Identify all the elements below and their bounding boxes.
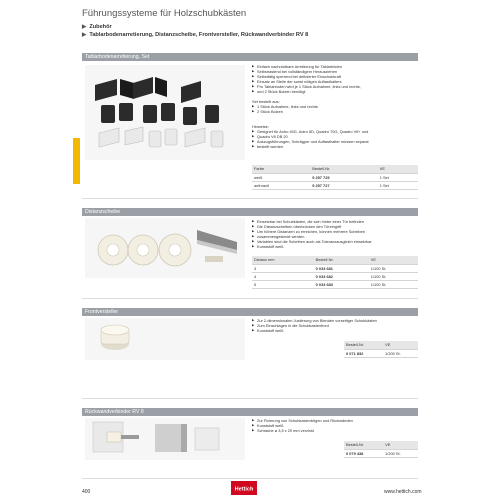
chapter-tab <box>73 138 80 184</box>
distanz-bullets: ▶ Einsetzbar bei Schubkästen, die sich hinter einer Tür befinden ▶ Die Distanzscheiben überbrücken den Türeingriff ▶ Um höhere Distanzen zu erreichen, können mehrere Scheiben ▶ zusammengesteckt werden ▶ Variablen sind die Scheiben auch als Toleranzausgleich einsetzbar ▶ Kunststoff weiß <box>252 219 418 249</box>
footer-divider <box>82 478 418 479</box>
frontversteller-product-photo <box>85 318 245 360</box>
tablar-bullets: ▶ Einfach nachrüstbare Arretierung für Tablarböden ▶ Selbstrastend bei vollständigem Herausziehen ▶ Selbsttätig sperrend bei definierter Einschubkraft ▶ Einsatz an Stelle der sonst nötigen Auftasthalters ▶ Pro Tablarboden wird je 1 Stück Aufnahme, links und rechts, ▶ und 2 Stück Bolzen benötigt <box>252 64 418 94</box>
subtitle-products: ▶ Tablarbodenarretierung, Distanzscheibe, Frontversteller, Rückwandverbinder RV 8 <box>82 32 309 38</box>
rueckwand-product-photo <box>85 418 245 460</box>
section-divider <box>82 198 418 199</box>
distanz-product-photo <box>85 218 245 278</box>
logo-text: Hettich <box>234 486 254 493</box>
section-band-distanz: Distanzscheibe <box>82 208 418 216</box>
rueckwand-bullets: ▶ Zur Fixierung von Schubkastenbögen und Rückwänden ▶ Kunststoff weiß ▶ Schraube ø 3,5 x 20 mm verzinkt <box>252 418 418 433</box>
table-row: 4 0 033 682 1/100 St. <box>252 272 418 280</box>
table-row: 3 0 033 681 1/100 St. <box>252 264 418 272</box>
subtitle-zubehoer: ▶ Zubehör <box>82 24 112 30</box>
section-divider <box>82 298 418 299</box>
section-band-rueckwand: Rückwandverbinder RV 8 <box>82 408 418 416</box>
table-row: anthrazit 9 257 727 1 Set <box>252 181 418 189</box>
rueckwand-order-table: Bestell-Nr. VE 0 079 438 1/200 St. <box>344 441 418 458</box>
tablar-notes: Hinweise: ▶ Geeignet für Actro 40G, Actro 5D, Quadro 70G, Quadro V6+ und ▶ Quadro V6 DB 20 ▶ Auszugsführungen, Schrägper und Auftasthalter müssen separat ▶ bestellt werden <box>252 124 418 149</box>
section-band-tablar: Tablarbodenarretierung, Set <box>82 53 418 61</box>
page-number: 400 <box>82 489 91 495</box>
tablar-product-photo <box>85 65 245 160</box>
section-divider <box>82 398 418 399</box>
table-row: 0 071 832 1/200 St. <box>344 349 418 357</box>
tablar-set-contents: Set bestellt aus: ▶ 1 Stück Aufnahme, links und rechts ▶ 2 Stück Bolzen <box>252 99 418 114</box>
table-row: weiß 9 257 725 1 Set <box>252 173 418 181</box>
footer-url[interactable]: www.hettich.com <box>384 489 422 495</box>
distanz-order-table: Distanz mm Bestell-Nr. VE 3 0 033 681 1/100 St. 4 0 033 682 1/100 St. 5 0 033 683 1/100 St. <box>252 256 418 289</box>
table-row: 5 0 033 683 1/100 St. <box>252 280 418 288</box>
section-band-frontversteller: Frontversteller <box>82 308 418 316</box>
frontversteller-bullets: ▶ Zur 2-dimensionalen Justierung von Blenden vorseitiger Schubkästen ▶ Zum Einschlagen in die Schubkastenfront ▶ Kunststoff weiß <box>252 318 418 333</box>
frontversteller-order-table: Bestell-Nr. VE 0 071 832 1/200 St. <box>344 341 418 358</box>
hettich-logo <box>231 481 257 495</box>
page-title: Führungssysteme für Holzschubkästen <box>82 8 247 19</box>
table-row: 0 079 438 1/200 St. <box>344 449 418 457</box>
tablar-order-table: Farbe Bestell-Nr. VE weiß 9 257 725 1 Set anthrazit 9 257 727 1 Set <box>252 165 418 190</box>
